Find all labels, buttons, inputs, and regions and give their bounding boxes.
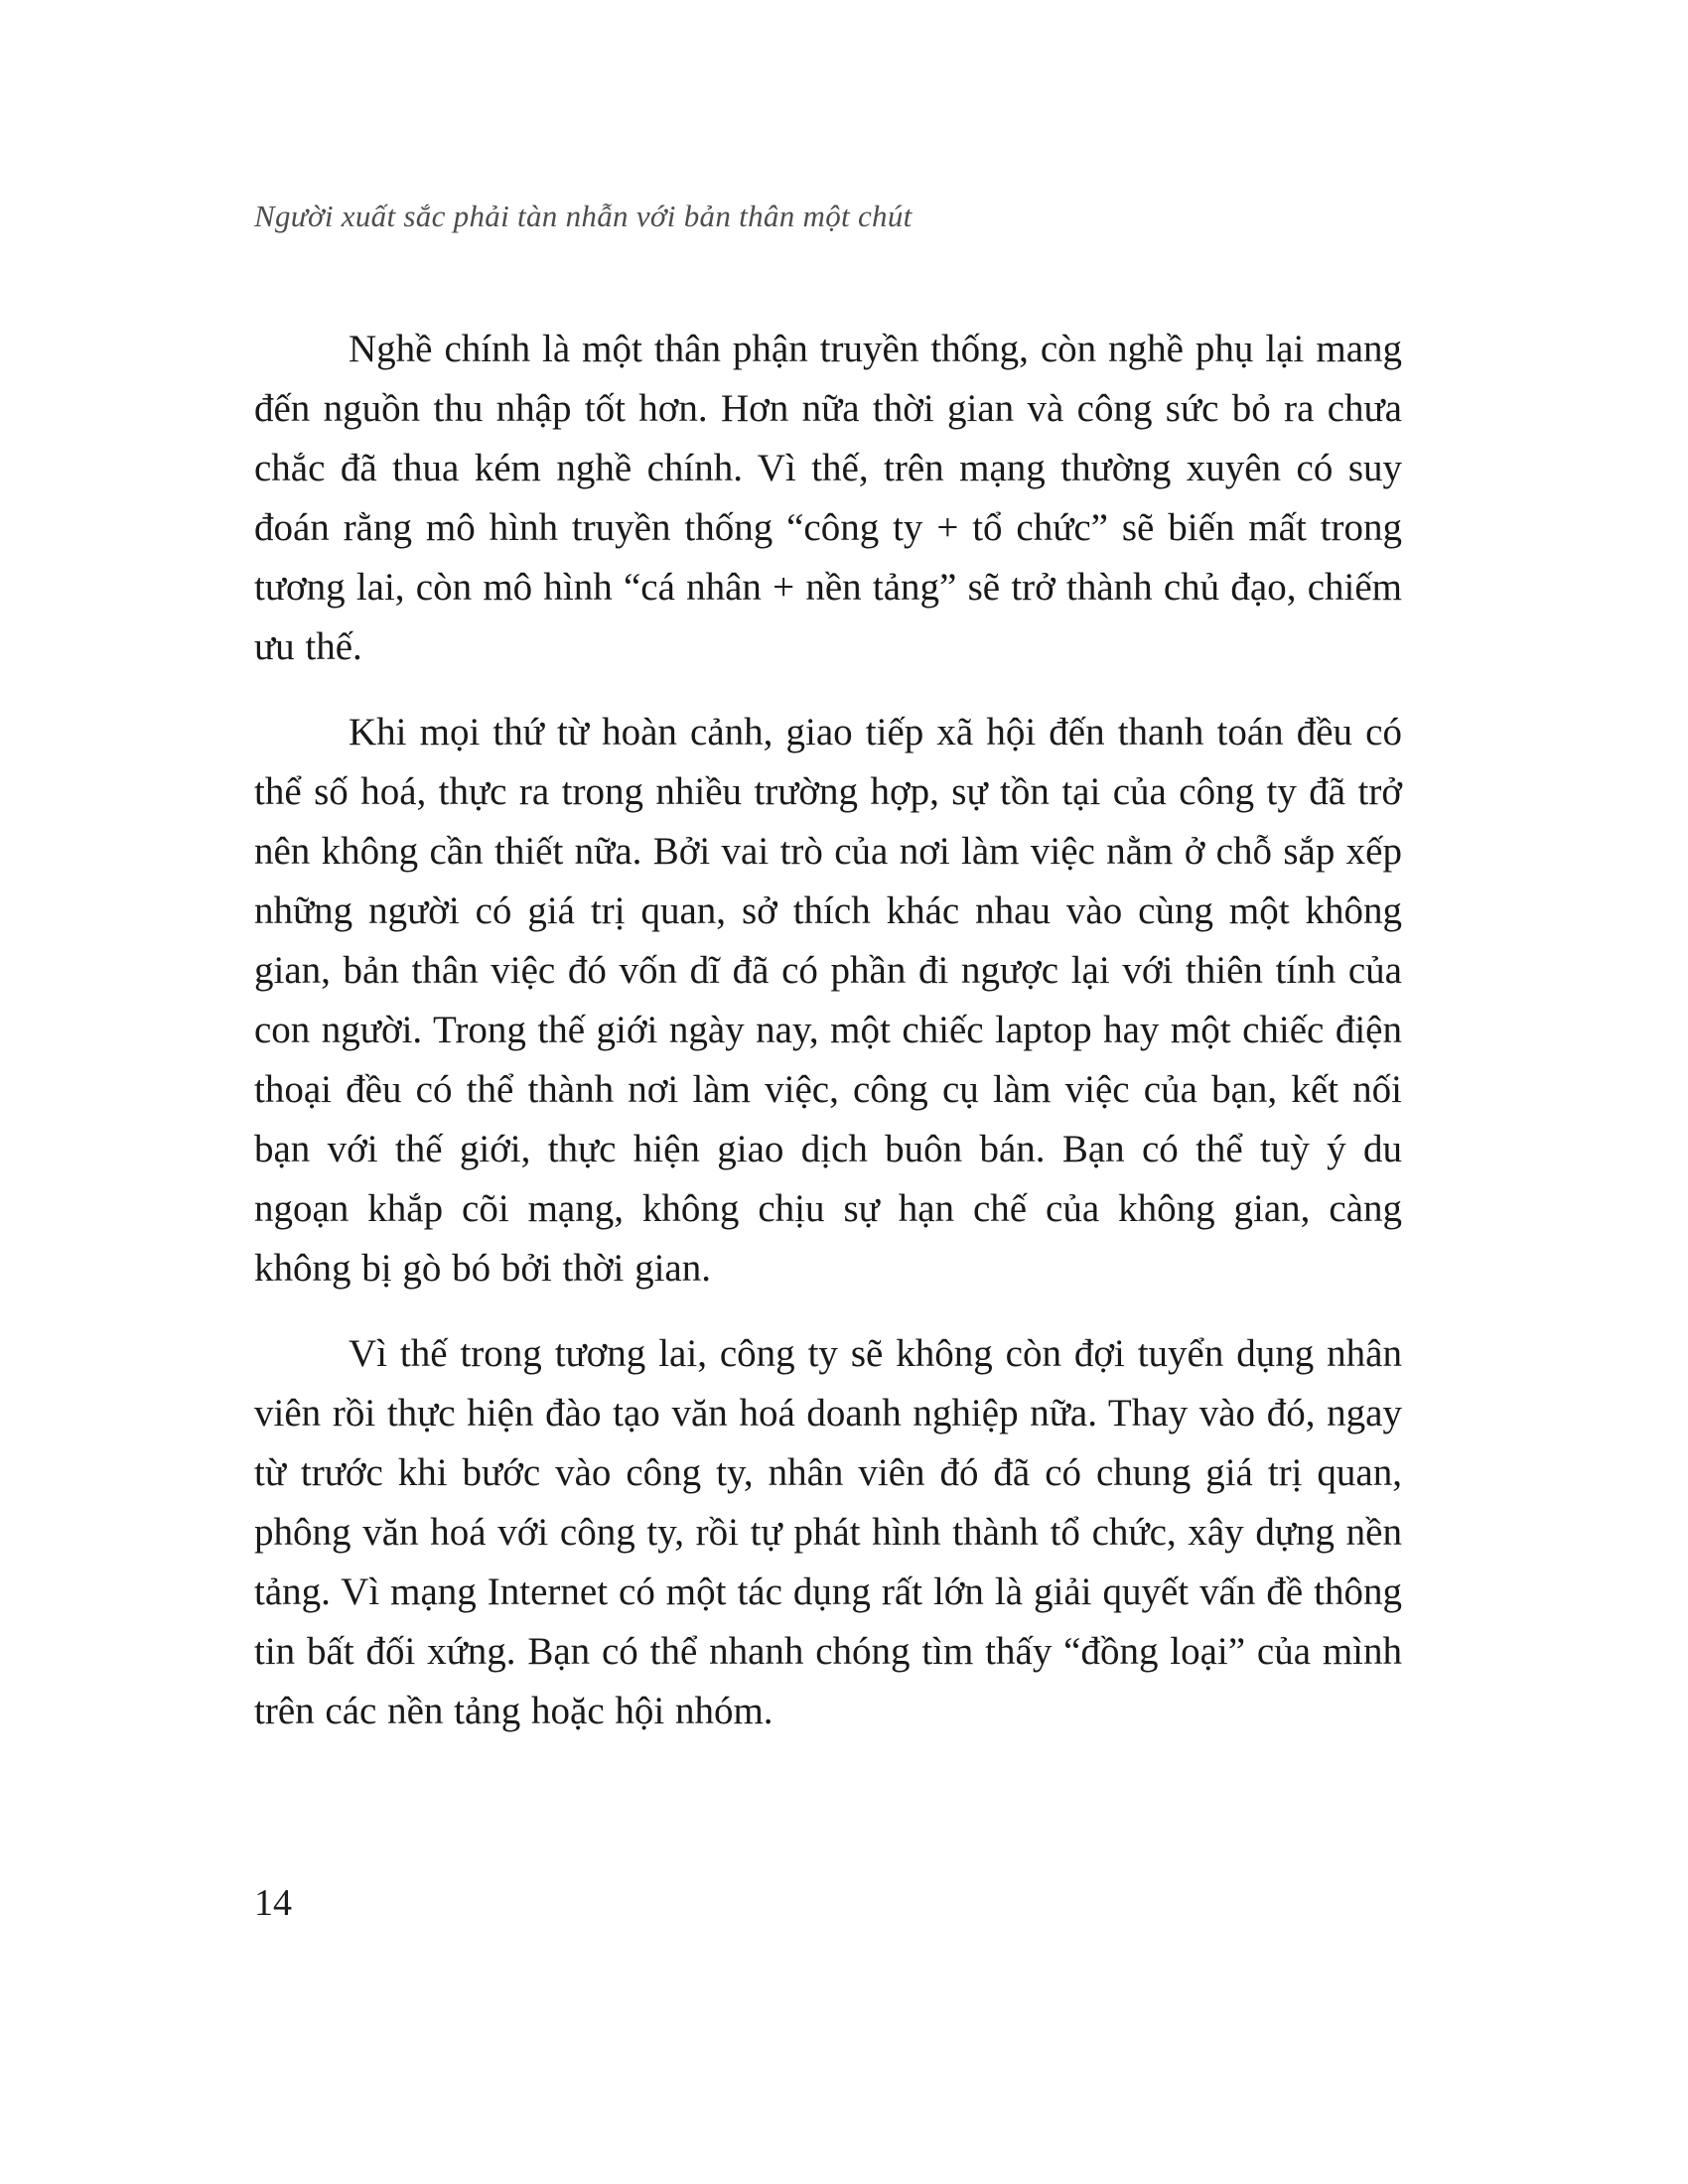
- paragraph: Khi mọi thứ từ hoàn cảnh, giao tiếp xã hội đến thanh toán đều có thể số hoá, thực ra trong nhiều trường hợp, sự tồn tại của công ty đã trở nên không cần thiết nữa. Bởi vai trò của nơi làm việc nằm ở chỗ sắp xếp những người có giá trị quan, sở thích khác nhau vào cùng một không gian, bản thân việc đó vốn dĩ đã có phần đi ngược lại với thiên tính của con người. Trong thế giới ngày nay, một chiếc laptop hay một chiếc điện thoại đều có thể thành nơi làm việc, công cụ làm việc của bạn, kết nối bạn với thế giới, thực hiện giao dịch buôn bán. Bạn có thể tuỳ ý du ngoạn khắp cõi mạng, không chịu sự hạn chế của không gian, càng không bị gò bó bởi thời gian.: [254, 711, 1402, 1290]
- page-body: [254, 320, 1402, 1767]
- paragraph: Nghề chính là một thân phận truyền thống, còn nghề phụ lại mang đến nguồn thu nhập tốt hơn. Hơn nữa thời gian và công sức bỏ ra chưa chắc đã thua kém nghề chính. Vì thế, trên mạng thường xuyên có suy đoán rằng mô hình truyền thống “công ty + tổ chức” sẽ biến mất trong tương lai, còn mô hình “cá nhân + nền tảng” sẽ trở thành chủ đạo, chiếm ưu thế.: [254, 328, 1402, 668]
- paragraph: Vì thế trong tương lai, công ty sẽ không còn đợi tuyển dụng nhân viên rồi thực hiện đào tạo văn hoá doanh nghiệp nữa. Thay vào đó, ngay từ trước khi bước vào công ty, nhân viên đó đã có chung giá trị quan, phông văn hoá với công ty, rồi tự phát hình thành tổ chức, xây dựng nền tảng. Vì mạng Internet có một tác dụng rất lớn là giải quyết vấn đề thông tin bất đối xứng. Bạn có thể nhanh chóng tìm thấy “đồng loại” của mình trên các nền tảng hoặc hội nhóm.: [254, 1332, 1402, 1732]
- page-number: 14: [254, 1882, 292, 1924]
- running-header: Người xuất sắc phải tàn nhẫn với bản thân một chút: [254, 199, 913, 233]
